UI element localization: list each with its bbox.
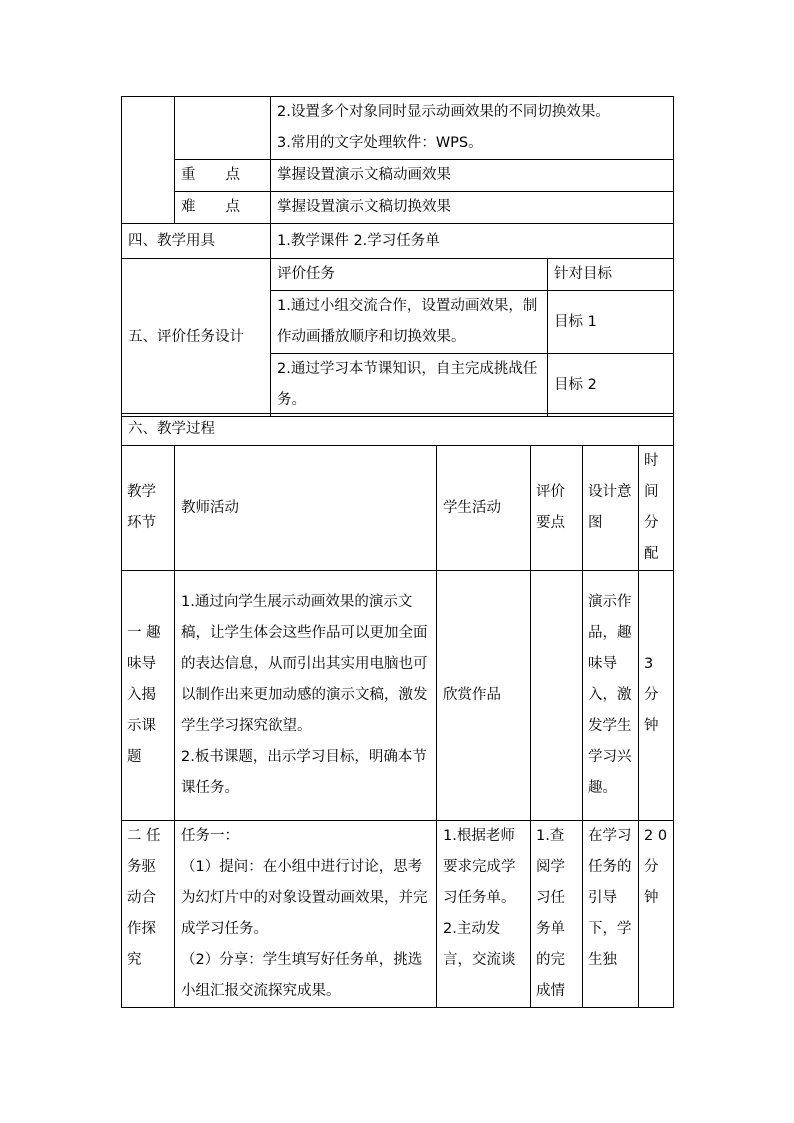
blank-cell <box>122 97 175 224</box>
evaluation-goal-header: 针对目标 <box>548 259 674 291</box>
eval-point-1 <box>531 571 583 821</box>
header-teacher: 教师活动 <box>175 446 437 571</box>
tools-label: 四、教学用具 <box>122 224 271 259</box>
evaluation-header-row <box>122 259 674 291</box>
difficult-point-row <box>122 192 674 224</box>
header-time: 时间分配 <box>639 446 674 571</box>
design-intent-1: 演示作品，趣味导入，激发学生学习兴趣。 <box>583 571 639 821</box>
key-point-value: 掌握设置演示文稿动画效果 <box>271 160 674 192</box>
student-activity-2: 1.根据老师要求完成学习任务单。2.主动发言，交流谈 <box>437 821 531 1008</box>
objectives-row <box>122 97 674 160</box>
evaluation-goal-2: 目标 2 <box>548 354 674 417</box>
teacher-activity-2-p2: （1）提问：在小组中进行讨论，思考为幻灯片中的对象设置动画效果，并完成学习任务。 <box>181 859 428 937</box>
evaluation-task-1: 1.通过小组交流合作，设置动画效果，制作动画播放顺序和切换效果。 <box>271 291 548 354</box>
eval-point-2: 1.查阅学习任务单的完成情 <box>531 821 583 1008</box>
lesson-info-table <box>121 96 674 417</box>
objectives-cell <box>271 97 674 160</box>
stage-2: 二 任务驱动合作探究 <box>122 821 175 1008</box>
teaching-process-table <box>121 413 674 1008</box>
evaluation-label: 五、评价任务设计 <box>122 259 271 417</box>
blank-cell <box>175 97 271 160</box>
header-student: 学生活动 <box>437 446 531 571</box>
time-1: 3 分钟 <box>639 571 674 821</box>
process-title-row <box>122 414 674 446</box>
process-row-2 <box>122 821 674 1008</box>
difficult-point-label: 难 点 <box>175 192 271 224</box>
teacher-activity-2 <box>175 821 437 1008</box>
evaluation-task-2: 2.通过学习本节课知识，自主完成挑战任务。 <box>271 354 548 417</box>
teacher-activity-2-p3: （2）分享：学生填写好任务单，挑选小组汇报交流探究成果。 <box>181 952 423 999</box>
stage-1: 一 趣味导入揭示课题 <box>122 571 175 821</box>
key-point-row <box>122 160 674 192</box>
objective-item-3: 3.常用的文字处理软件：WPS。 <box>277 135 483 151</box>
objective-item-2: 2.设置多个对象同时显示动画效果的不同切换效果。 <box>277 104 610 120</box>
teacher-activity-2-p1: 任务一： <box>181 828 239 844</box>
time-2: 2 0 分钟 <box>639 821 674 1008</box>
teacher-activity-1-p1: 1.通过向学生展示动画效果的演示文稿，让学生体会这些作品可以更加全面的表达信息，从而引出其实用电脑也可以制作出来更加动感的演示文稿，激发学生学习探究欲望。 <box>181 594 428 734</box>
difficult-point-value: 掌握设置演示文稿切换效果 <box>271 192 674 224</box>
header-design: 设计意图 <box>583 446 639 571</box>
tools-row <box>122 224 674 259</box>
key-point-label: 重 点 <box>175 160 271 192</box>
teacher-activity-1-p2: 2.板书课题，出示学习目标，明确本节课任务。 <box>181 749 427 796</box>
tools-value: 1.教学课件 2.学习任务单 <box>271 224 674 259</box>
process-title: 六、教学过程 <box>122 414 674 446</box>
student-activity-1: 欣赏作品 <box>437 571 531 821</box>
evaluation-task-header: 评价任务 <box>271 259 548 291</box>
header-eval: 评价要点 <box>531 446 583 571</box>
design-intent-2: 在学习任务的引导下，学生独 <box>583 821 639 1008</box>
process-row-1 <box>122 571 674 821</box>
teacher-activity-1 <box>175 571 437 821</box>
header-stage: 教学环节 <box>122 446 175 571</box>
process-header-row <box>122 446 674 571</box>
evaluation-goal-1: 目标 1 <box>548 291 674 354</box>
